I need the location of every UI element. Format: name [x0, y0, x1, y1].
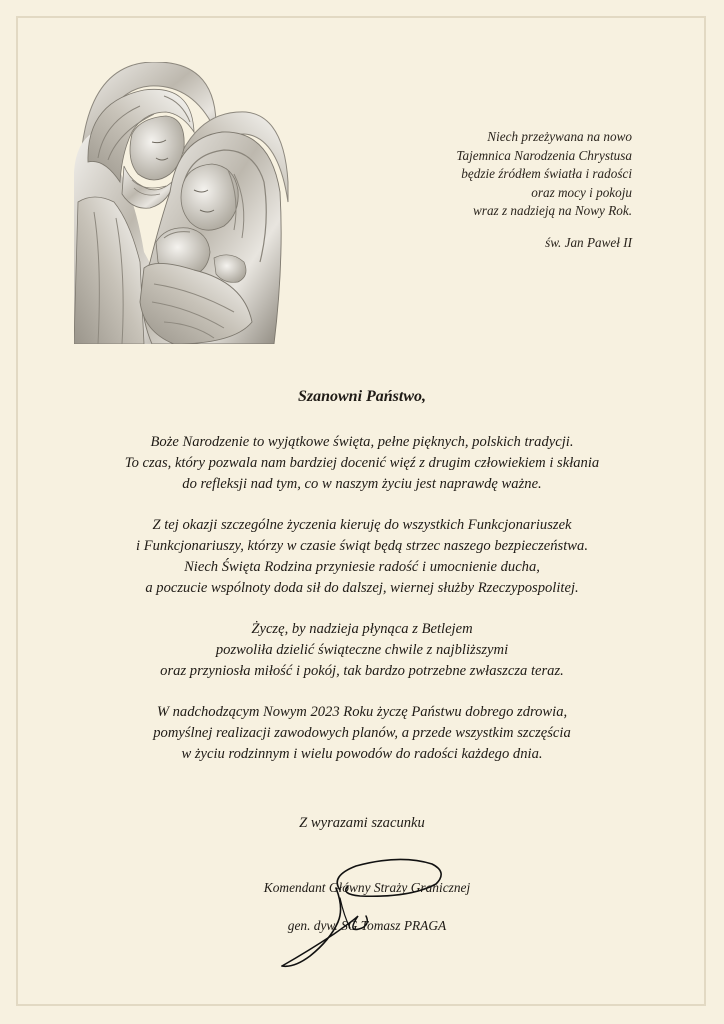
epigraph-quote [332, 128, 632, 253]
signatory-name: gen. dyw. SG Tomasz PRAGA [287, 918, 447, 933]
body-line: To czas, który pozwala nam bardziej docenić więź z drugim człowiekiem i skłania [124, 454, 600, 471]
closing-phrase: Z wyrazami szacunku [299, 815, 425, 831]
body-line: Życzę, by nadzieja płynąca z Betlejem [251, 621, 473, 638]
letter-body [0, 432, 724, 786]
paragraph [0, 515, 724, 598]
body-line: pozwoliła dzielić świąteczne chwile z najbliższymi [215, 641, 509, 658]
body-line: i Funkcjonariuszy, którzy w czasie świąt będą strzec naszego bezpieczeństwa. [136, 537, 588, 554]
quote-line: Niech przeżywana na nowo [487, 129, 632, 144]
body-line: pomyślnej realizacji zawodowych planów, a przede wszystkim szczęścia [153, 725, 571, 742]
body-line: Z tej okazji szczególne życzenia kieruję do wszystkich Funkcjonariuszek [152, 517, 572, 534]
body-line: a poczucie wspólnoty doda sił do dalszej, wiernej służby Rzeczypospolitej. [145, 579, 579, 596]
signatory-title: Komendant Główny Straży Granicznej [263, 880, 471, 895]
quote-author: św. Jan Paweł II [545, 234, 632, 250]
holy-family-icon [74, 62, 290, 344]
quote-line: Tajemnica Narodzenia Chrystusa [456, 147, 632, 163]
body-line: W nadchodzącym Nowym 2023 Roku życzę Państwu dobrego zdrowia, [156, 704, 568, 721]
quote-line: wraz z nadzieją na Nowy Rok. [473, 203, 632, 219]
paragraph [0, 702, 724, 764]
body-line: w życiu rodzinnym i wielu powodów do radości każdego dnia. [181, 745, 543, 762]
quote-line: będzie źródłem światła i radości [461, 166, 632, 182]
paragraph [0, 619, 724, 681]
paragraph [0, 432, 724, 494]
body-line: do refleksji nad tym, co w naszym życiu jest naprawdę ważne. [182, 475, 542, 492]
body-line: oraz przyniosła miłość i pokój, tak bardzo potrzebne zwłaszcza teraz. [160, 662, 564, 679]
body-line: Niech Święta Rodzina przyniesie radość i umocnienie ducha, [184, 558, 540, 575]
handwritten-signature [270, 858, 460, 970]
quote-line: oraz mocy i pokoju [531, 184, 632, 200]
body-line: Boże Narodzenie to wyjątkowe święta, pełne pięknych, polskich tradycji. [150, 434, 574, 450]
salutation: Szanowni Państwo, [297, 388, 427, 405]
